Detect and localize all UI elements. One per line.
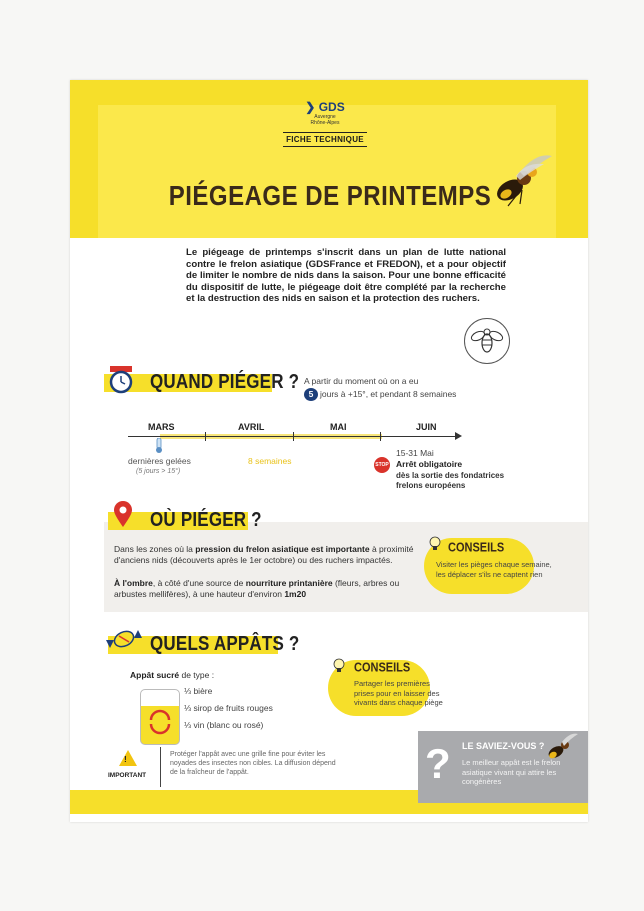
- ou-conseil-title: CONSEILS: [448, 540, 505, 556]
- important-divider: [160, 747, 161, 787]
- appats-conseil-text: Partager les premières prises pour en laisser des vivants dans chaque piège: [354, 679, 443, 707]
- lightbulb-icon: [330, 656, 348, 674]
- jar-icon: [140, 689, 180, 745]
- month-juin: JUIN: [416, 422, 437, 432]
- warning-mark: !: [124, 754, 127, 764]
- important-text: Protéger l'appât avec une grille fine pour éviter les noyades des insectes non cibles. La diffusion dépend de la fraîcheur de l'appât.: [170, 751, 336, 776]
- quand-days-badge: 5: [304, 388, 318, 401]
- quand-desc-2: jours à +15°, et pendant 8 semaines: [320, 389, 457, 399]
- arret-label: Arrêt obligatoire: [396, 459, 463, 469]
- warning-icon: [119, 750, 137, 766]
- stop-dates: 15-31 Mai: [396, 448, 434, 458]
- logo-sub2: Rhône-Alpes: [310, 120, 340, 126]
- recycle-arrows-icon: [141, 690, 179, 744]
- thermometer-icon: [154, 438, 164, 454]
- ou-para-1: [114, 544, 414, 566]
- hornet-icon: [486, 150, 554, 208]
- ou-conseil-text: Visiter les pièges chaque semaine, les déplacer s'ils ne captent rien: [436, 560, 552, 579]
- question-mark-icon: ?: [425, 740, 451, 787]
- arret-line3: frelons européens: [396, 481, 466, 490]
- important-label: IMPORTANT: [108, 772, 147, 779]
- ou-p2e: 1m20: [284, 589, 307, 599]
- appat-item-2: ⅓ sirop de fruits rouges: [184, 703, 273, 713]
- quand-desc-1: A partir du moment où on a eu: [304, 376, 419, 386]
- candy-icon: [104, 624, 144, 654]
- appats-conseil-title: CONSEILS: [354, 660, 411, 676]
- map-pin-icon: [112, 500, 134, 528]
- quand-title: QUAND PIÉGER ?: [150, 370, 300, 393]
- bee-icon: [465, 319, 509, 363]
- arret-line2: dès la sortie des fondatrices: [396, 471, 505, 480]
- ou-p1b: pression du frelon asiatique est importante: [195, 544, 370, 554]
- gelees-label: dernières gelées: [128, 456, 191, 466]
- fiche-technique-label: FICHE TECHNIQUE: [283, 132, 367, 147]
- sucre-rest: de type :: [179, 670, 215, 680]
- timeline-tick: [293, 432, 294, 441]
- ou-p2c: nourriture printanière: [245, 578, 333, 588]
- gds-logo: [282, 100, 368, 158]
- hornet-small-icon: [540, 730, 580, 764]
- gds-swoosh-icon: ❯: [305, 100, 316, 114]
- sucre-line: [130, 670, 214, 681]
- semaines-label: 8 semaines: [248, 456, 292, 466]
- logo-brand: GDS: [318, 100, 345, 114]
- logo-sub1: Auvergne: [314, 114, 336, 120]
- stop-sign-icon: STOP: [374, 457, 390, 473]
- appats-title: QUELS APPÂTS ?: [150, 632, 300, 655]
- clock-icon: [106, 364, 136, 394]
- ou-p1c: à proximité d'anciens nids (découverts après le 1er octobre) ou des ruchers impactés.: [114, 544, 414, 565]
- timeline-tick: [205, 432, 206, 441]
- month-mars: MARS: [148, 422, 175, 432]
- bee-badge: [464, 318, 510, 364]
- saviez-text: Le meilleur appât est le frelon asiatique vivant qui attire les congénères: [462, 758, 561, 786]
- timeline-arrow-icon: [455, 432, 462, 440]
- saviez-title: LE SAVIEZ-VOUS ?: [462, 741, 545, 751]
- sucre-bold: Appât sucré: [130, 670, 180, 680]
- ou-p2a: À l'ombre: [114, 578, 153, 588]
- ou-p2d: (fleurs, arbres ou arbustes mellifères), à une hauteur d'environ: [114, 578, 400, 599]
- lightbulb-icon: [426, 534, 444, 552]
- ou-para-2: [114, 578, 414, 600]
- page-title: PIÉGEAGE DE PRINTEMPS: [168, 180, 492, 212]
- ou-title: OÙ PIÉGER ?: [150, 508, 262, 531]
- timeline-tick: [380, 432, 381, 441]
- gelees-sub: (5 jours > 15°): [136, 468, 181, 475]
- ou-p2b: , à côté d'une source de: [152, 578, 246, 588]
- appat-item-1: ⅓ bière: [184, 686, 213, 696]
- month-mai: MAI: [330, 422, 347, 432]
- intro-paragraph: Le piégeage de printemps s'inscrit dans un plan de lutte national contre le frelon asiatique (GDSFrance et FREDON), et a pour objectif de limiter le nombre de nids dans la saison. Pour une bonne efficacité du dispositif de lutte, le piégeage doit être complété par la recherche et la destruction des nids en saison et la protection des ruchers.: [186, 247, 506, 305]
- month-avril: AVRIL: [238, 422, 265, 432]
- ou-p1a: Dans les zones où la: [114, 544, 196, 554]
- appat-item-3: ⅓ vin (blanc ou rosé): [184, 720, 264, 730]
